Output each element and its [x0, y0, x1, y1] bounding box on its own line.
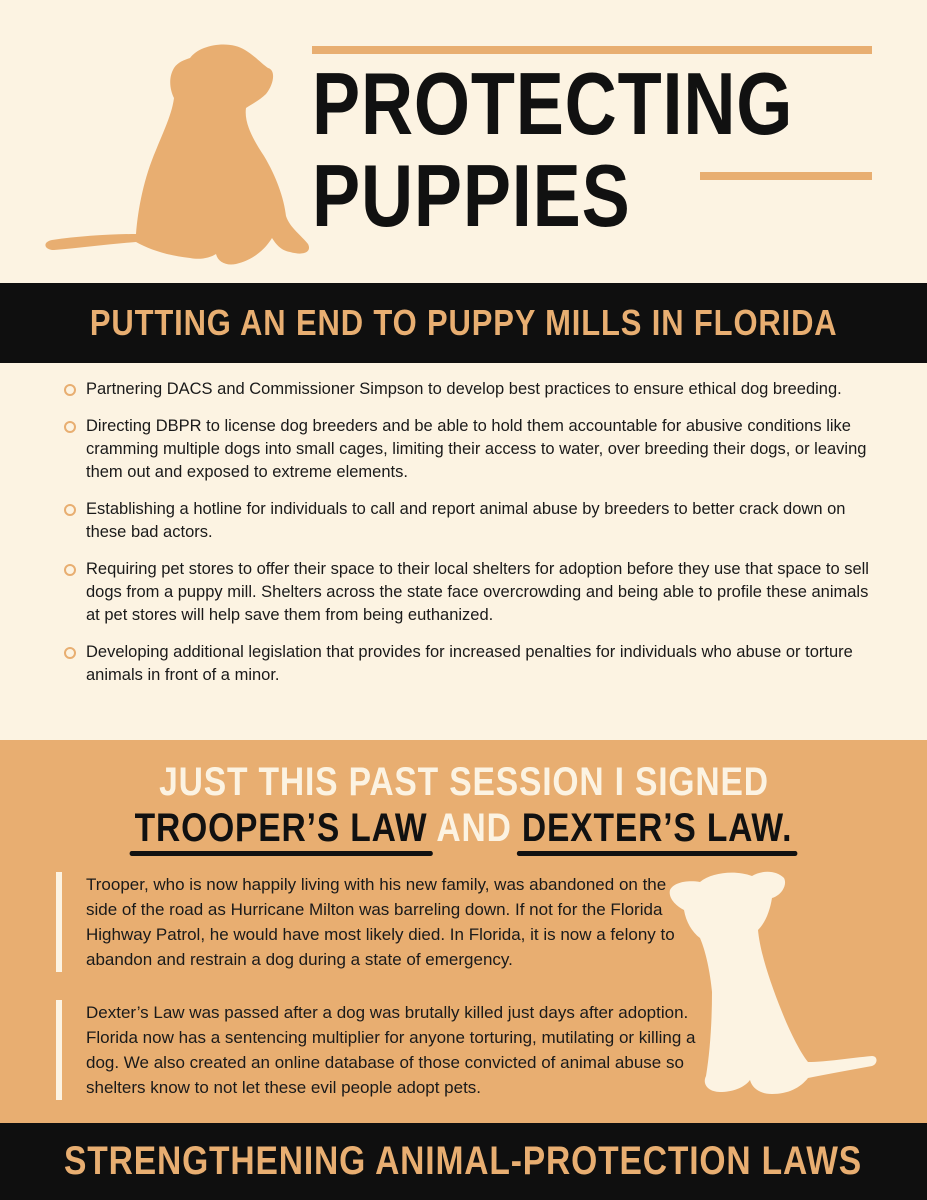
list-item — [64, 415, 874, 484]
circle-bullet-icon — [64, 647, 76, 659]
puppy-mills-heading: PUTTING AN END TO PUPPY MILLS IN FLORIDA — [89, 302, 838, 343]
trooper-story: Trooper, who is now happily living with his new family, was abandoned on the side of the road as Hurricane Milton was barreling down. If not for the Florida Highway Patrol, he would have most likely died. In Florida, it is now a felony to abandon and restrain a dog during a state of emergency. — [56, 872, 696, 972]
and-connector: AND — [436, 806, 512, 850]
circle-bullet-icon — [64, 504, 76, 516]
bullet-text: Requiring pet stores to offer their space to their local shelters for adoption before they use that space to sell dogs from a puppy mill. Shelters across the state face overcrowding and being able to profile these animals at pet stores will help save them from being euthanized. — [86, 560, 869, 624]
bullet-text: Directing DBPR to license dog breeders and be able to hold them accountable for abusive conditions like cramming multiple dogs into small cages, limiting their access to water, over breeding their dogs, or leaving them out and exposed to extreme elements. — [86, 417, 867, 481]
puppy-mills-banner — [0, 283, 927, 363]
circle-bullet-icon — [64, 421, 76, 433]
bullet-text: Partnering DACS and Commissioner Simpson to develop best practices to ensure ethical dog breeding. — [86, 380, 842, 398]
list-item — [64, 641, 874, 687]
policy-bullet-list — [64, 378, 874, 701]
footer-heading: STRENGTHENING ANIMAL-PROTECTION LAWS — [64, 1139, 863, 1183]
title-line-2: PUPPIES — [312, 146, 631, 245]
dexter-story: Dexter’s Law was passed after a dog was brutally killed just days after adoption. Florida now has a sentencing multiplier for anyone torturing, mutilating or killing a dog. We also created an online database of those convicted of animal abuse so shelters know to not let these evil people adopt pets. — [56, 1000, 696, 1100]
troopers-law-title: TROOPER’S LAW — [134, 806, 428, 850]
list-item — [64, 498, 874, 544]
session-heading: JUST THIS PAST SESSION I SIGNED — [158, 760, 769, 804]
laws-heading — [0, 806, 927, 850]
header-section — [0, 0, 927, 283]
dexters-law-title: DEXTER’S LAW. — [521, 806, 793, 850]
sitting-dog-silhouette-icon — [640, 862, 880, 1102]
title-line-1: PROTECTING — [312, 54, 794, 153]
bullet-text: Establishing a hotline for individuals to call and report animal abuse by breeders to better crack down on these bad actors. — [86, 500, 846, 541]
title-rule-top — [312, 46, 872, 54]
circle-bullet-icon — [64, 384, 76, 396]
title-rule-bottom — [700, 172, 872, 180]
list-item — [64, 378, 874, 401]
footer-banner — [0, 1123, 927, 1200]
list-item — [64, 558, 874, 627]
circle-bullet-icon — [64, 564, 76, 576]
sitting-puppy-silhouette-icon — [40, 38, 315, 270]
bullet-text: Developing additional legislation that provides for increased penalties for individuals who abuse or torture animals in front of a minor. — [86, 643, 853, 684]
